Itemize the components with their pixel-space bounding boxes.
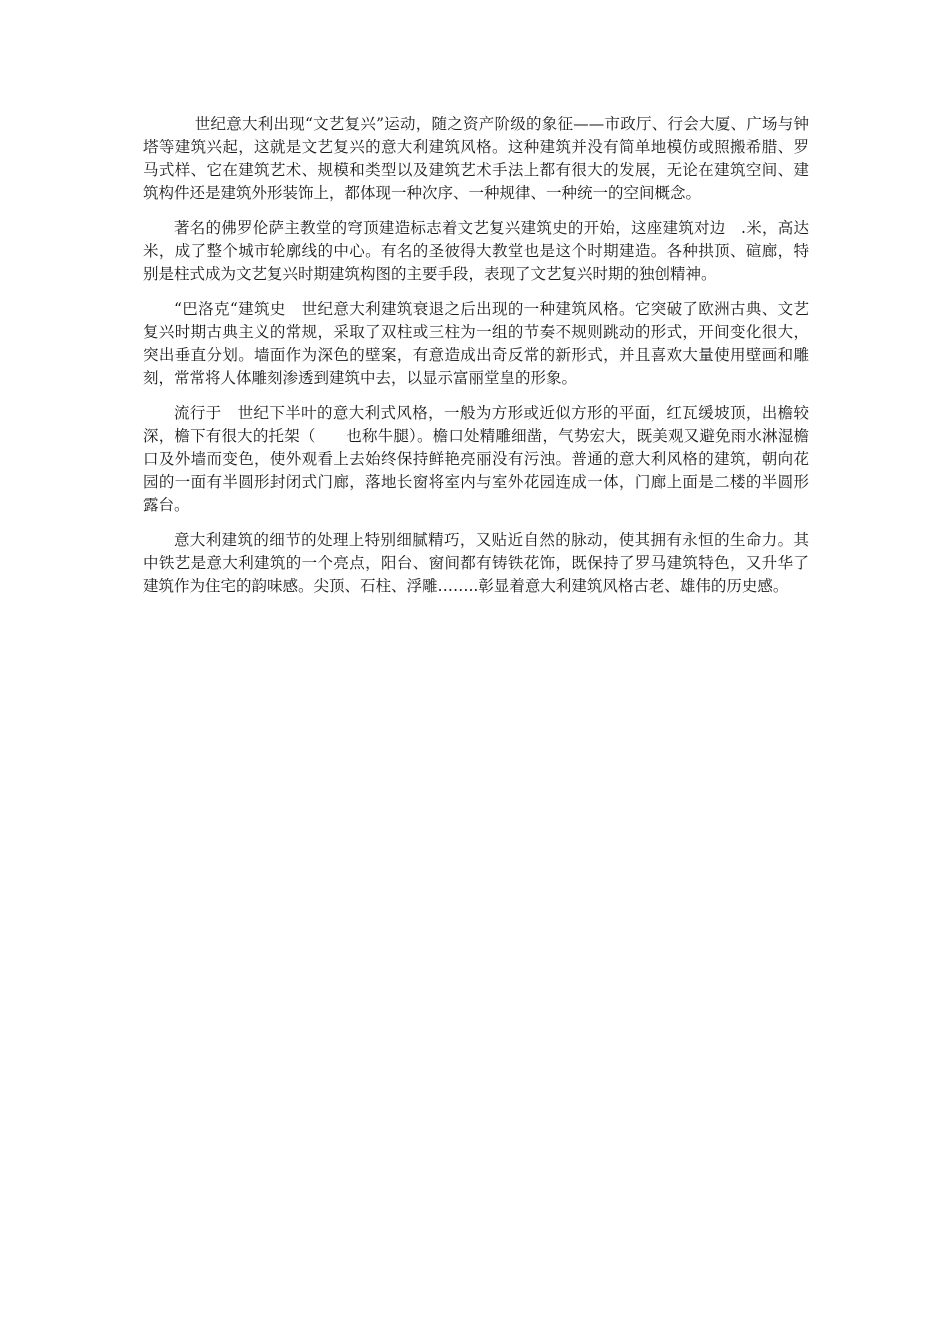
document-body <box>143 113 829 610</box>
paragraph-details: 意大利建筑的细节的处理上特别细腻精巧，又贴近自然的脉动，使其拥有永恒的生命力。其中铁艺是意大利建筑的一个亮点，阳台、窗间都有铸铁花饰，既保持了罗马建筑特色，又升华了建筑作为住宅的韵味感。尖顶、石柱、浮雕……..彰显着意大利建筑风格古老、雄伟的历史感。 <box>143 531 809 595</box>
paragraph-renaissance-intro: 世纪意大利出现“文艺复兴”运动，随之资产阶级的象征——市政厅、行会大厦、广场与钟塔等建筑兴起，这就是文艺复兴的意大利建筑风格。这种建筑并没有简单地模仿或照搬希腊、罗马式样、它在建筑艺术、规模和类型以及建筑艺术手法上都有很大的发展，无论在建筑空间、建筑构件还是建筑外形装饰上，都体现一种次序、一种规律、一种统一的空间概念。 <box>143 115 809 202</box>
paragraph-italian-style: 流行于 世纪下半叶的意大利式风格，一般为方形或近似方形的平面，红瓦缓坡顶，出檐较深，檐下有很大的托架（ 也称牛腿）。檐口处精雕细凿，气势宏大，既美观又避免雨水淋湿檐口及外墙而变色，使外观看上去始终保持鲜艳亮丽没有污浊。普通的意大利风格的建筑，朝向花园的一面有半圆形封闭式门廊，落地长窗将室内与室外花园连成一体，门廊上面是二楼的半圆形露台。 <box>143 404 809 514</box>
paragraph-baroque: “巴洛克“建筑史 世纪意大利建筑衰退之后出现的一种建筑风格。它突破了欧洲古典、文艺复兴时期古典主义的常规，采取了双柱或三柱为一组的节奏不规则跳动的形式，开间变化很大，突出垂直分划。墙面作为深色的壁案，有意造成出奇反常的新形式，并且喜欢大量使用壁画和雕刻，常常将人体雕刻渗透到建筑中去，以显示富丽堂皇的形象。 <box>143 300 809 387</box>
paragraph-florence-cathedral: 著名的佛罗伦萨主教堂的穹顶建造标志着文艺复兴建筑史的开始，这座建筑对边 .米，高达 米，成了整个城市轮廓线的中心。有名的圣彼得大教堂也是这个时期建造。各种拱顶、碹廊，特别是柱式成为文艺复兴时期建筑构图的主要手段，表现了文艺复兴时期的独创精神。 <box>143 219 829 283</box>
